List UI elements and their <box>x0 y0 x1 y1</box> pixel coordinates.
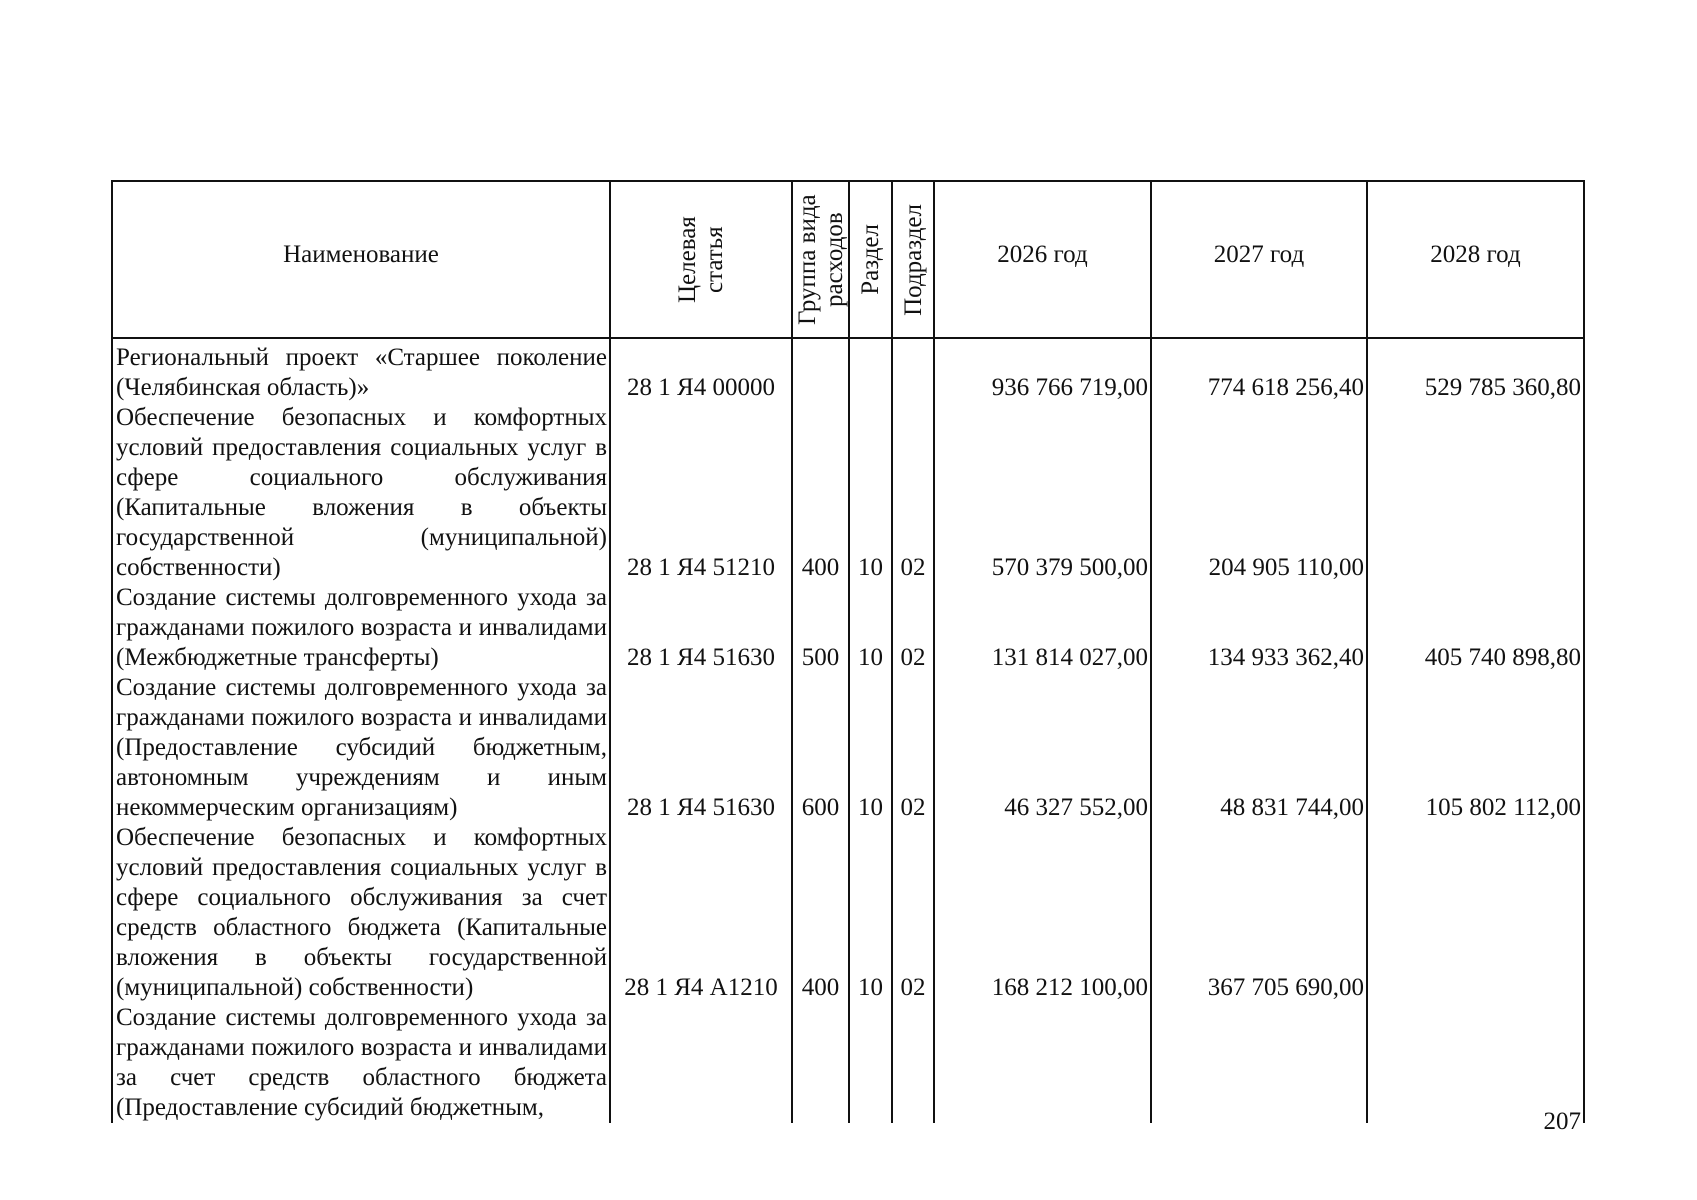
row-target <box>610 1003 792 1123</box>
table-row <box>112 403 1584 583</box>
row-section: 10 <box>849 823 892 1003</box>
header-name: Наименование <box>112 181 610 338</box>
row-2028 <box>1367 1003 1584 1123</box>
row-group <box>792 338 849 403</box>
row-2028 <box>1367 823 1584 1003</box>
row-group: 600 <box>792 673 849 823</box>
row-2026: 131 814 027,00 <box>934 583 1151 673</box>
row-target: 28 1 Я4 51630 <box>610 673 792 823</box>
header-2028: 2028 год <box>1367 181 1584 338</box>
table-row <box>112 1003 1584 1123</box>
header-subsection <box>892 181 934 338</box>
row-subsection: 02 <box>892 583 934 673</box>
row-name: Обеспечение безопасных и комфортных условий предоставления социальных услуг в сфере социального обслуживания за счет средств областного бюджета (Капитальные вложения в объекты государственной (муниципальной) собственности) <box>112 823 610 1003</box>
row-group: 400 <box>792 823 849 1003</box>
row-2027: 134 933 362,40 <box>1151 583 1367 673</box>
table-row <box>112 673 1584 823</box>
row-2026: 168 212 100,00 <box>934 823 1151 1003</box>
row-2028: 105 802 112,00 <box>1367 673 1584 823</box>
row-2027: 774 618 256,40 <box>1151 338 1367 403</box>
row-section <box>849 1003 892 1123</box>
row-group: 400 <box>792 403 849 583</box>
header-expense-group-label: Группа вида расходов <box>793 194 848 325</box>
row-name: Создание системы долговременного ухода за гражданами пожилого возраста и инвалидами (Предоставление субсидий бюджетным, автономным учреждениям и иным некоммерческим организациям) <box>112 673 610 823</box>
row-group: 500 <box>792 583 849 673</box>
table-row <box>112 823 1584 1003</box>
header-row <box>112 181 1584 338</box>
table-row <box>112 338 1584 403</box>
row-2027 <box>1151 1003 1367 1123</box>
header-target <box>610 181 792 338</box>
row-target: 28 1 Я4 00000 <box>610 338 792 403</box>
row-section: 10 <box>849 673 892 823</box>
budget-table <box>111 180 1585 1123</box>
row-2027: 48 831 744,00 <box>1151 673 1367 823</box>
row-subsection: 02 <box>892 403 934 583</box>
row-subsection: 02 <box>892 823 934 1003</box>
row-section: 10 <box>849 403 892 583</box>
row-2027: 204 905 110,00 <box>1151 403 1367 583</box>
row-target: 28 1 Я4 51630 <box>610 583 792 673</box>
header-section-label: Раздел <box>857 224 884 295</box>
row-group <box>792 1003 849 1123</box>
header-subsection-label: Подраздел <box>899 203 927 316</box>
header-expense-group <box>792 181 849 338</box>
row-name: Региональный проект «Старшее поколение (Челябинская область)» <box>112 338 610 403</box>
header-2027: 2027 год <box>1151 181 1367 338</box>
row-name: Создание системы долговременного ухода за гражданами пожилого возраста и инвалидами (Межбюджетные трансферты) <box>112 583 610 673</box>
row-2026: 570 379 500,00 <box>934 403 1151 583</box>
row-target: 28 1 Я4 51210 <box>610 403 792 583</box>
row-2028 <box>1367 403 1584 583</box>
row-section <box>849 338 892 403</box>
header-target-label: Целевая статья <box>674 216 728 303</box>
row-section: 10 <box>849 583 892 673</box>
row-subsection <box>892 338 934 403</box>
row-2028: 405 740 898,80 <box>1367 583 1584 673</box>
row-subsection: 02 <box>892 673 934 823</box>
page-number: 207 <box>1543 1108 1581 1135</box>
row-name: Обеспечение безопасных и комфортных условий предоставления социальных услуг в сфере социального обслуживания (Капитальные вложения в объекты государственной (муниципальной) собственности) <box>112 403 610 583</box>
row-2028: 529 785 360,80 <box>1367 338 1584 403</box>
row-subsection <box>892 1003 934 1123</box>
row-target: 28 1 Я4 А1210 <box>610 823 792 1003</box>
header-section <box>849 181 892 338</box>
row-2026: 46 327 552,00 <box>934 673 1151 823</box>
row-2026: 936 766 719,00 <box>934 338 1151 403</box>
header-2026: 2026 год <box>934 181 1151 338</box>
row-2027: 367 705 690,00 <box>1151 823 1367 1003</box>
table-row <box>112 583 1584 673</box>
row-2026 <box>934 1003 1151 1123</box>
row-name: Создание системы долговременного ухода за гражданами пожилого возраста и инвалидами за счет средств областного бюджета (Предоставление субсидий бюджетным, <box>112 1003 610 1123</box>
